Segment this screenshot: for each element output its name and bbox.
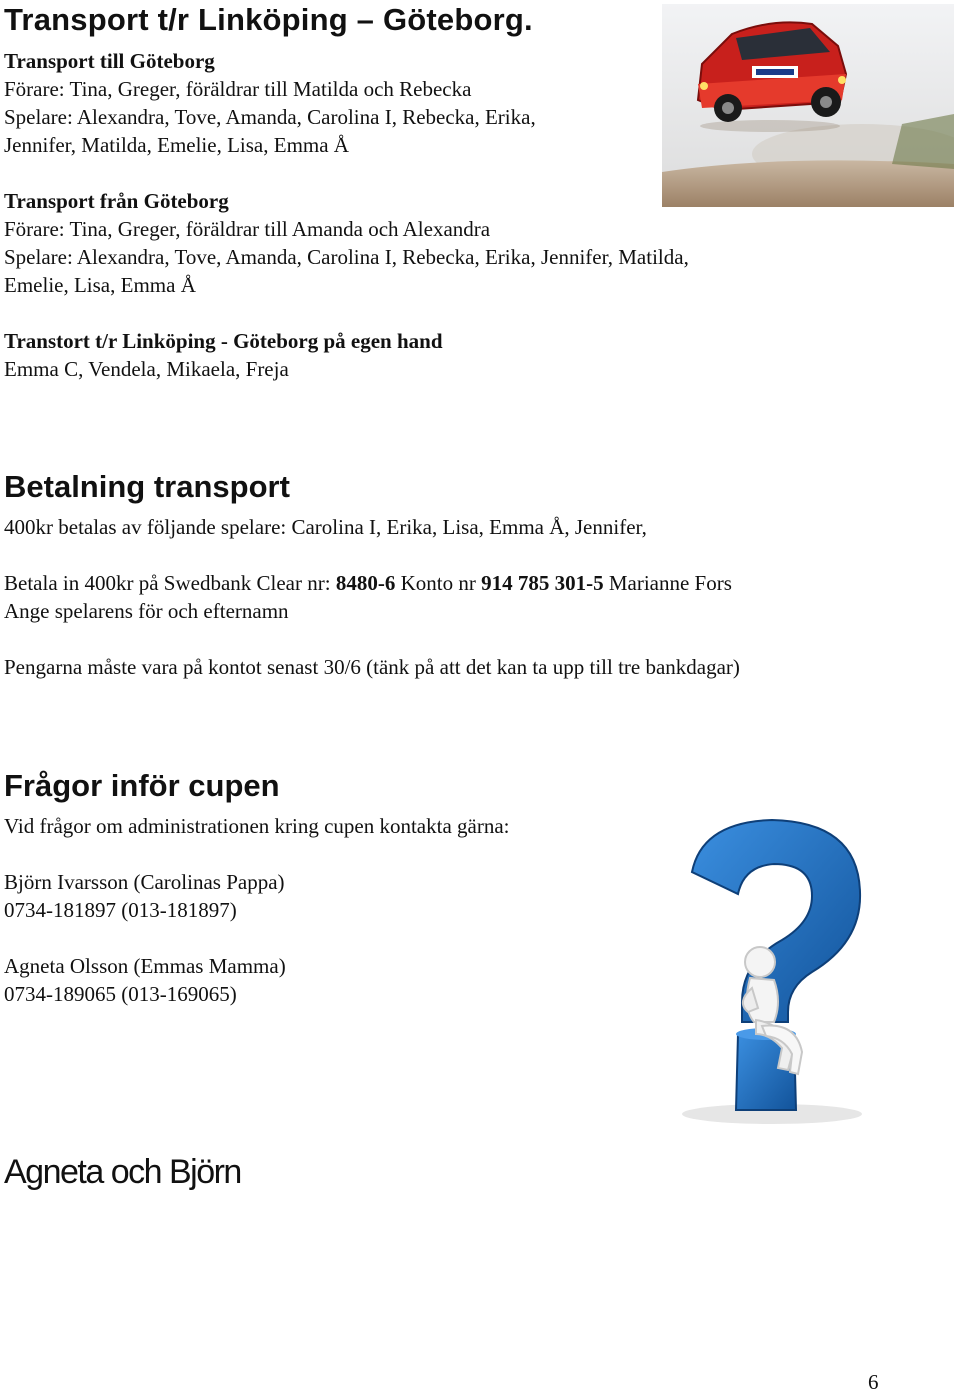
contact2-name: Agneta Olsson (Emmas Mamma) — [4, 954, 286, 978]
from-goteborg-heading: Transport från Göteborg — [4, 189, 229, 213]
konto-number: 914 785 301-5 — [481, 571, 604, 595]
payment-players: 400kr betalas av följande spelare: Carolina I, Erika, Lisa, Emma Å, Jennifer, — [4, 515, 647, 539]
payment-name-note: Ange spelarens för och efternamn — [4, 599, 289, 623]
question-figure-image — [662, 812, 894, 1128]
payment-deadline: Pengarna måste vara på kontot senast 30/6 (tänk på att det kan ta upp till tre bankdagar) — [4, 655, 740, 679]
from-drivers: Förare: Tina, Greger, föräldrar till Amanda och Alexandra — [4, 217, 491, 241]
contact2-phone: 0734-189065 (013-169065) — [4, 982, 237, 1006]
questions-intro: Vid frågor om administrationen kring cupen kontakta gärna: — [4, 814, 510, 838]
payment-prefix: Betala in 400kr på Swedbank Clear nr: — [4, 571, 336, 595]
own-transport-heading: Transtort t/r Linköping - Göteborg på egen hand — [4, 329, 443, 353]
from-players-line1: Spelare: Alexandra, Tove, Amanda, Carolina I, Rebecka, Erika, Jennifer, Matilda, — [4, 245, 689, 269]
page-title: Transport t/r Linköping – Göteborg. — [4, 2, 533, 37]
questions-heading: Frågor inför cupen — [4, 768, 280, 803]
from-players-line2: Emelie, Lisa, Emma Å — [4, 273, 196, 297]
contact1-phone: 0734-181897 (013-181897) — [4, 898, 237, 922]
to-goteborg-heading: Transport till Göteborg — [4, 49, 215, 73]
to-players-line2: Jennifer, Matilda, Emelie, Lisa, Emma Å — [4, 133, 349, 157]
konto-label: Konto nr — [395, 571, 482, 595]
to-players-line1: Spelare: Alexandra, Tove, Amanda, Carolina I, Rebecka, Erika, — [4, 105, 536, 129]
question-mark-icon — [662, 812, 894, 1128]
to-drivers: Förare: Tina, Greger, föräldrar till Matilda och Rebecka — [4, 77, 472, 101]
own-transport-players: Emma C, Vendela, Mikaela, Freja — [4, 357, 289, 381]
payment-recipient: Marianne Fors — [603, 571, 732, 595]
payment-heading: Betalning transport — [4, 469, 290, 504]
clear-number: 8480-6 — [335, 571, 396, 595]
page-number: 6 — [868, 1370, 879, 1394]
rally-car-image — [662, 4, 954, 207]
contact1-name: Björn Ivarsson (Carolinas Pappa) — [4, 870, 285, 894]
payment-instructions — [4, 569, 732, 597]
signature: Agneta och Björn — [4, 1153, 241, 1191]
rally-car-icon — [662, 4, 954, 207]
